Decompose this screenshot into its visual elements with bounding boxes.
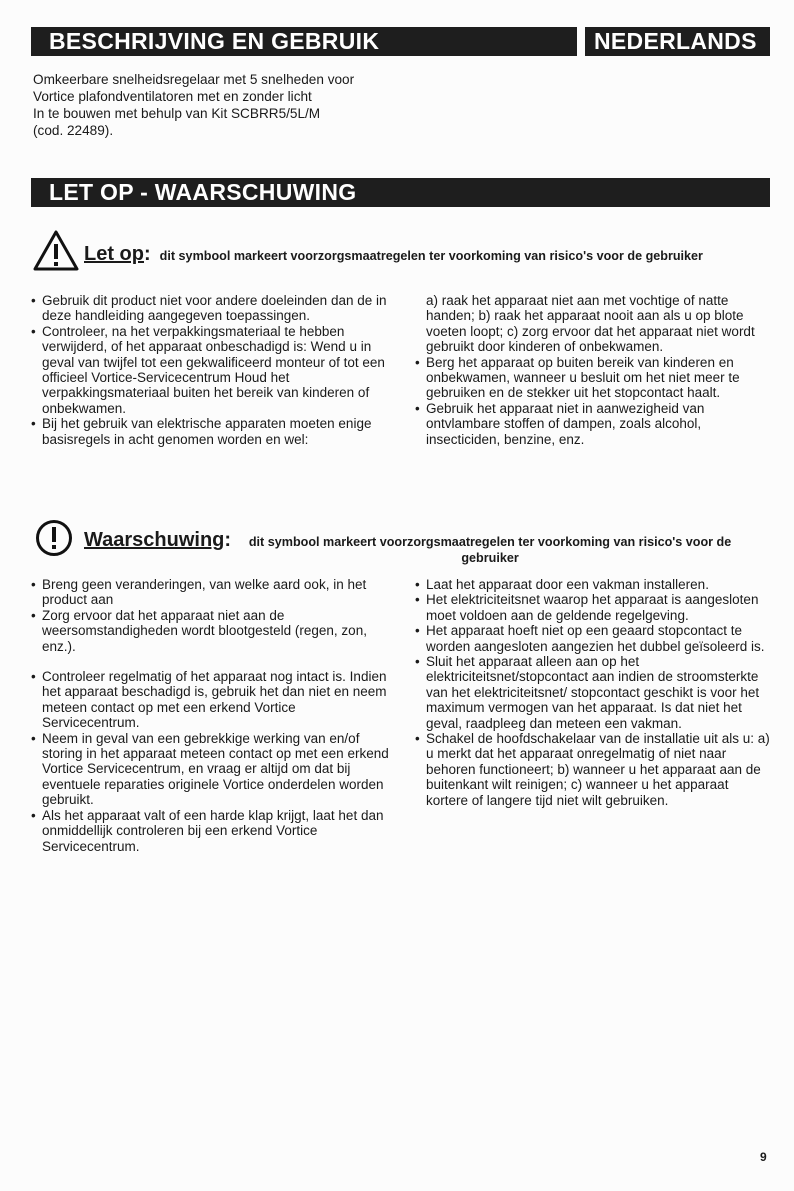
list-item-continuation: a) raak het apparaat niet aan met vochtige of natte handen; b) raak het apparaat nooit aan als u op blote voeten loopt; c) zorg ervoor dat het apparaat niet wordt gebruikt door kinderen of onbekwamen. [426,293,755,355]
warning-section-title: LET OP - WAARSCHUWING [49,179,357,205]
intro-line: (cod. 22489). [33,123,114,138]
section-title-bar [31,27,577,56]
list-item: • Sluit het apparaat alleen aan op het elektriciteitsnet/stopcontact aan indien de stroomsterkte van het elektriciteitsnet/ stopcontact geschikt is voor het maximum vermogen van het apparaat. Is dat niet het geval, raadpleeg dan meteen een vakman. [415,654,770,731]
list-item: • Laat het apparaat door een vakman installeren. [415,577,770,592]
list-item: • Het apparaat hoeft niet op een geaard stopcontact te worden aangesloten aangezien het dubbel geïsoleerd is. [415,623,770,654]
list-item: • Controleer, na het verpakkingsmateriaal te hebben verwijderd, of het apparaat onbeschadigd is: Wend u in geval van twijfel tot een gekwalificeerd monteur of tot een officieel Vortice-Servicecentrum Houd het verpakkingsmateriaal buiten het bereik van kinderen of onbekwamen. [31,324,391,416]
caution-description: dit symbool markeert voorzorgsmaatregelen ter voorkoming van risico's voor de gebruiker [159,249,703,263]
intro-line: Vortice plafondventilatoren met en zonder licht [33,89,312,104]
list-item: • Gebruik dit product niet voor andere doeleinden dan de in deze handleiding aangegeven toepassingen. [31,293,391,324]
list-item: • Neem in geval van een gebrekkige werking van en/of storing in het apparaat meteen contact op met een erkend Vortice Servicecentrum, en vraag er altijd om dat bij eventuele reparaties originele Vortice onderdelen worden gebruikt. [31,731,391,808]
intro-line: In te bouwen met behulp van Kit SCBRR5/5L/M [33,106,321,121]
list-item: • Gebruik het apparaat niet in aanwezigheid van ontvlambare stoffen of dampen, zoals alcohol, insecticiden, benzine, enz. [415,401,775,447]
language-label-bar [585,27,770,56]
warning-description: dit symbool markeert voorzorgsmaatregelen ter voorkoming van risico's voor de gebruiker [248,535,732,565]
warning-left-column [31,577,391,854]
list-item: • Bij het gebruik van elektrische apparaten moeten enige basisregels in acht genomen worden en wel: [31,416,391,447]
warning-section-bar [31,178,770,207]
caution-left-column [31,293,391,447]
list-item: • Controleer regelmatig of het apparaat nog intact is. Indien het apparaat beschadigd is, gebruik het dan niet en neem meteen contact op met een erkend Vortice Servicecentrum. [31,669,391,731]
list-item: • Breng geen veranderingen, van welke aard ook, in het product aan [31,577,391,608]
exclamation-circle-icon [35,519,73,557]
section-title: BESCHRIJVING EN GEBRUIK [49,28,380,54]
caution-heading [33,229,753,271]
intro-line: Omkeerbare snelheidsregelaar met 5 snelheden voor [33,72,355,87]
list-item: • Als het apparaat valt of een harde klap krijgt, laat het dan onmiddellijk controleren bij een erkend Vortice Servicecentrum. [31,808,391,854]
caution-colon: : [144,243,151,265]
list-item: • Het elektriciteitsnet waarop het apparaat is aangesloten moet voldoen aan de geldende regelgeving. [415,592,770,623]
warning-colon: : [224,529,232,551]
warning-heading [35,519,765,566]
list-item: • Schakel de hoofdschakelaar van de installatie uit als u: a) u merkt dat het apparaat onregelmatig of niet naar behoren functioneert; b) wanneer u het apparaat aan de buitenkant wilt reinigen; c) wanneer u het apparaat kortere of langere tijd niet wilt gebruiken. [415,731,770,808]
list-item: • Zorg ervoor dat het apparaat niet aan de weersomstandigheden wordt blootgesteld (regen, zon, enz.). [31,608,391,654]
warning-triangle-icon [33,229,79,271]
page-number: 9 [760,1150,767,1164]
list-item: • Berg het apparaat op buiten bereik van kinderen en onbekwamen, wanneer u besluit om het niet meer te gebruiken en de stekker uit het stopcontact haalt. [415,355,775,401]
caution-label: Let op [84,243,144,265]
language-label: NEDERLANDS [594,28,757,54]
warning-label: Waarschuwing [84,529,225,551]
intro-paragraph [33,71,433,139]
caution-right-column [415,293,775,447]
warning-right-column [415,577,770,808]
